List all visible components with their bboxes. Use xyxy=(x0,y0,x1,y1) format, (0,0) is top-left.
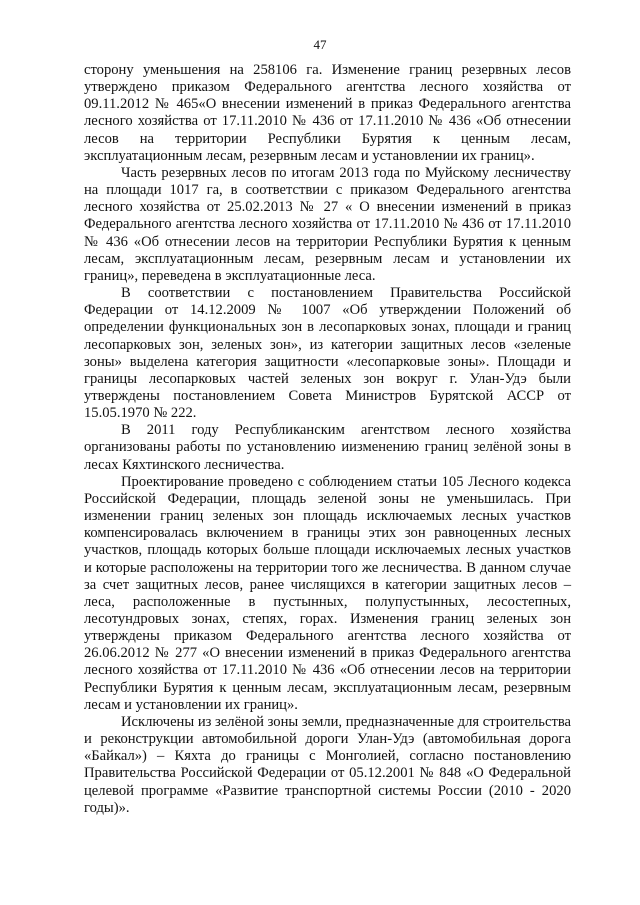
paragraph-green-zone-design: Проектирование проведено с соблюдением статьи 105 Лесного кодекса Российской Федерации, площадь зеленой зоны не уменьшилась. При изменении границ зеленых зон площадь исключаемых лесных участков компенсировалась включением в границы этих зон равноценных лесных участков, площадь которых больше площади исключаемых лесных участков и которые расположены на территории того же лесничества. В данном случае за счет защитных лесов, ранее числящихся в категории защитных лесов – леса, расположенные в пустынных, полупустынных, лесостепных, лесотундровых зонах, степях, горах. Изменения границ зеленых зон утверждены приказом Федерального агентства лесного хозяйства от 26.06.2012 № 277 «О внесении изменений в приказ Федерального агентства лесного хозяйства от 17.11.2010 № 436 «Об отнесении лесов на территории Республики Бурятия к ценным лесам, эксплуатационным лесам, резервным лесам и установлении их границ». xyxy=(84,473,571,713)
paragraph-forest-reserve-reduction: сторону уменьшения на 258106 га. Изменение границ резервных лесов утверждено приказом Федерального агентства лесного хозяйства от 09.11.2012 № 465«О внесении изменений в приказ Федерального агентства лесного хозяйства от 17.11.2010 № 436 от 17.11.2010 № 436 «Об отнесении лесов на территории Республики Бурятия к ценным лесам, эксплуатационным лесам, резервным лесам и установлении их границ». xyxy=(84,62,571,164)
page-number: 47 xyxy=(313,37,327,52)
paragraph-forest-park-zones: В соответствии с постановлением Правительства Российской Федерации от 14.12.2009 № 1007 «Об утверждении Положений об определении функциональных зон в лесопарковых зонах, площади и границ лесопарковых зон, зеленых зон», из категории защитных лесов «зеленые зоны» выделена категория защитности «лесопарковые зоны». Площади и границы лесопарковых частей зеленых зон вокруг г. Улан-Удэ были утверждены постановлением Совета Министров Бурятской АССР от 15.05.1970 № 222. xyxy=(84,285,571,422)
paragraph-kyakhta-green-zone: В 2011 году Республиканским агентством лесного хозяйства организованы работы по установлению иизменению границ зелёной зоны в лесах Кяхтинского лесничества. xyxy=(84,422,571,473)
paragraph-road-exclusion: Исключены из зелёной зоны земли, предназначенные для строительства и реконструкции автомобильной дороги Улан-Удэ (автомобильная дорога «Байкал») – Кяхта до границы с Монголией, согласно постановлению Правительства Российской Федерации от 05.12.2001 № 848 «О Федеральной целевой программе «Развитие транспортной системы России (2010 - 2020 годы)». xyxy=(84,713,571,816)
document-body xyxy=(84,62,571,817)
paragraph-muya-forestry-transfer: Часть резервных лесов по итогам 2013 года по Муйскому лесничеству на площади 1017 га, в соответствии с приказом Федерального агентства лесного хозяйства от 25.02.2013 № 27 « О внесении изменений в приказ Федерального агентства лесного хозяйства от 17.11.2010 № 436 от 17.11.2010 № 436 «Об отнесении лесов на территории Республики Бурятия к ценным лесам, эксплуатационным лесам, резервным лесам и установлении их границ», переведена в эксплуатационные леса. xyxy=(84,164,571,284)
